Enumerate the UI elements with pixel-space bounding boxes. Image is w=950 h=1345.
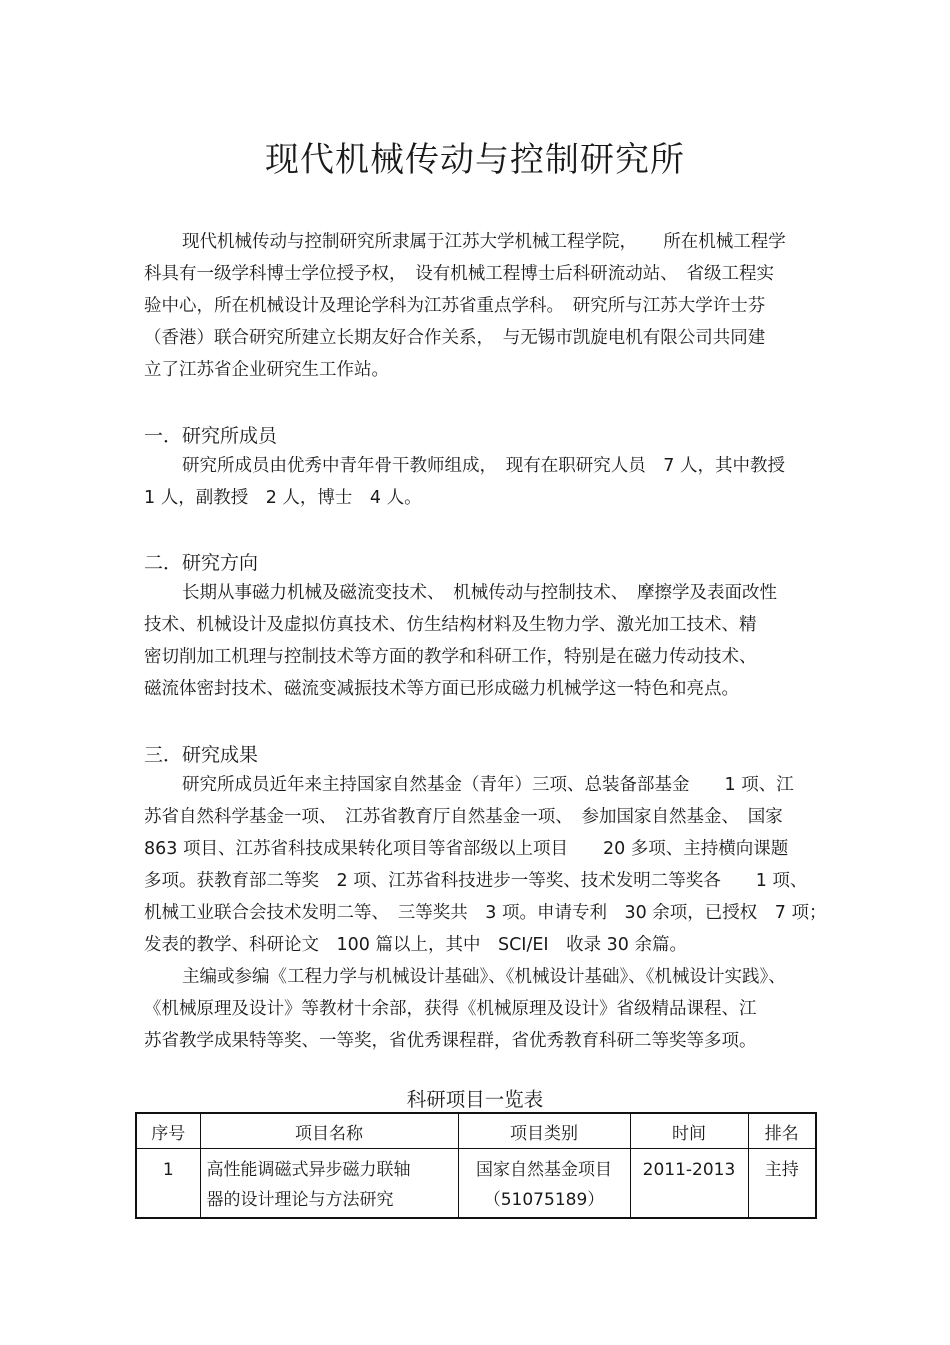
achievements-line: 多项。获教育部二等奖 2 项、江苏省科技进步一等奖、技术发明二等奖各 1 项、 [144,871,808,891]
page-title: 现代机械传动与控制研究所 [265,140,685,180]
members-line: 1 人，副教授 2 人，博士 4 人。 [144,488,422,508]
section-heading-directions: 二．研究方向 [144,552,259,574]
achievements-paragraph-1 [144,769,827,961]
cell-no: 1 [136,1149,200,1219]
intro-line: 验中心，所在机械设计及理论学科为江苏省重点学科。 研究所与江苏大学许士芬 [144,296,766,316]
directions-line: 密切削加工机理与控制技术等方面的教学和科研工作，特别是在磁力传动技术、 [144,647,757,667]
achievements-paragraph-2 [144,961,809,1057]
intro-line: 现代机械传动与控制研究所隶属于江苏大学机械工程学院， 所在机械工程学 [182,232,786,252]
cell-rank: 主持 [748,1149,816,1219]
header-name: 项目名称 [200,1113,458,1149]
cell-time: 2011-2013 [630,1149,748,1219]
achievements-line: 《机械原理及设计》等教材十余部，获得《机械原理及设计》省级精品课程、江 [144,999,757,1019]
achievements-line: 863 项目、江苏省科技成果转化项目等省部级以上项目 20 多项、主持横向课题 [144,839,789,859]
directions-line: 磁流体密封技术、磁流变减振技术等方面已形成磁力机械学这一特色和亮点。 [144,679,739,699]
header-time: 时间 [630,1113,748,1149]
achievements-line: 苏省教学成果特等奖、一等奖，省优秀课程群，省优秀教育科研二等奖等多项。 [144,1031,757,1051]
projects-table [135,1112,817,1219]
cell-name [200,1149,458,1219]
intro-paragraph [144,226,809,386]
cell-category-line: 国家自然基金项目 [476,1160,612,1180]
achievements-line: 研究所成员近年来主持国家自然基金（青年）三项、总装备部基金 1 项、江 [182,775,794,795]
cell-category [458,1149,630,1219]
directions-paragraph [144,577,809,705]
directions-line: 技术、机械设计及虚拟仿真技术、仿生结构材料及生物力学、激光加工技术、精 [144,615,757,635]
cell-name-line: 器的设计理论与方法研究 [206,1190,394,1210]
directions-line: 长期从事磁力机械及磁流变技术、 机械传动与控制技术、 摩擦学及表面改性 [182,583,777,603]
header-rank: 排名 [748,1113,816,1149]
cell-name-line: 高性能调磁式异步磁力联轴 [206,1160,411,1180]
cell-category-line: （51075189） [483,1190,605,1210]
table-header-row [136,1113,816,1149]
header-no: 序号 [136,1113,200,1149]
intro-line: 立了江苏省企业研究生工作站。 [144,360,389,380]
achievements-line: 机械工业联合会技术发明二等、 三等奖共 3 项。申请专利 30 余项，已授权 7 项； [144,903,827,923]
members-line: 研究所成员由优秀中青年骨干教师组成， 现有在职研究人员 7 人，其中教授 [182,456,785,476]
achievements-line: 发表的教学、科研论文 100 篇以上，其中 SCI/EI 收录 30 余篇。 [144,935,687,955]
achievements-line: 苏省自然科学基金一项、 江苏省教育厅自然基金一项、 参加国家自然基金、 国家 [144,807,783,827]
section-heading-members: 一．研究所成员 [144,425,278,447]
table-row [136,1149,816,1219]
intro-line: （香港）联合研究所建立长期友好合作关系， 与无锡市凯旋电机有限公司共同建 [144,328,766,348]
header-category: 项目类别 [458,1113,630,1149]
members-paragraph [144,450,809,514]
table-title: 科研项目一览表 [406,1088,544,1111]
section-heading-achievements: 三．研究成果 [144,744,259,766]
intro-line: 科具有一级学科博士学位授予权， 设有机械工程博士后科研流动站、 省级工程实 [144,264,774,284]
achievements-line: 主编或参编《工程力学与机械设计基础》、《机械设计基础》、《机械设计实践》、 [182,967,786,987]
